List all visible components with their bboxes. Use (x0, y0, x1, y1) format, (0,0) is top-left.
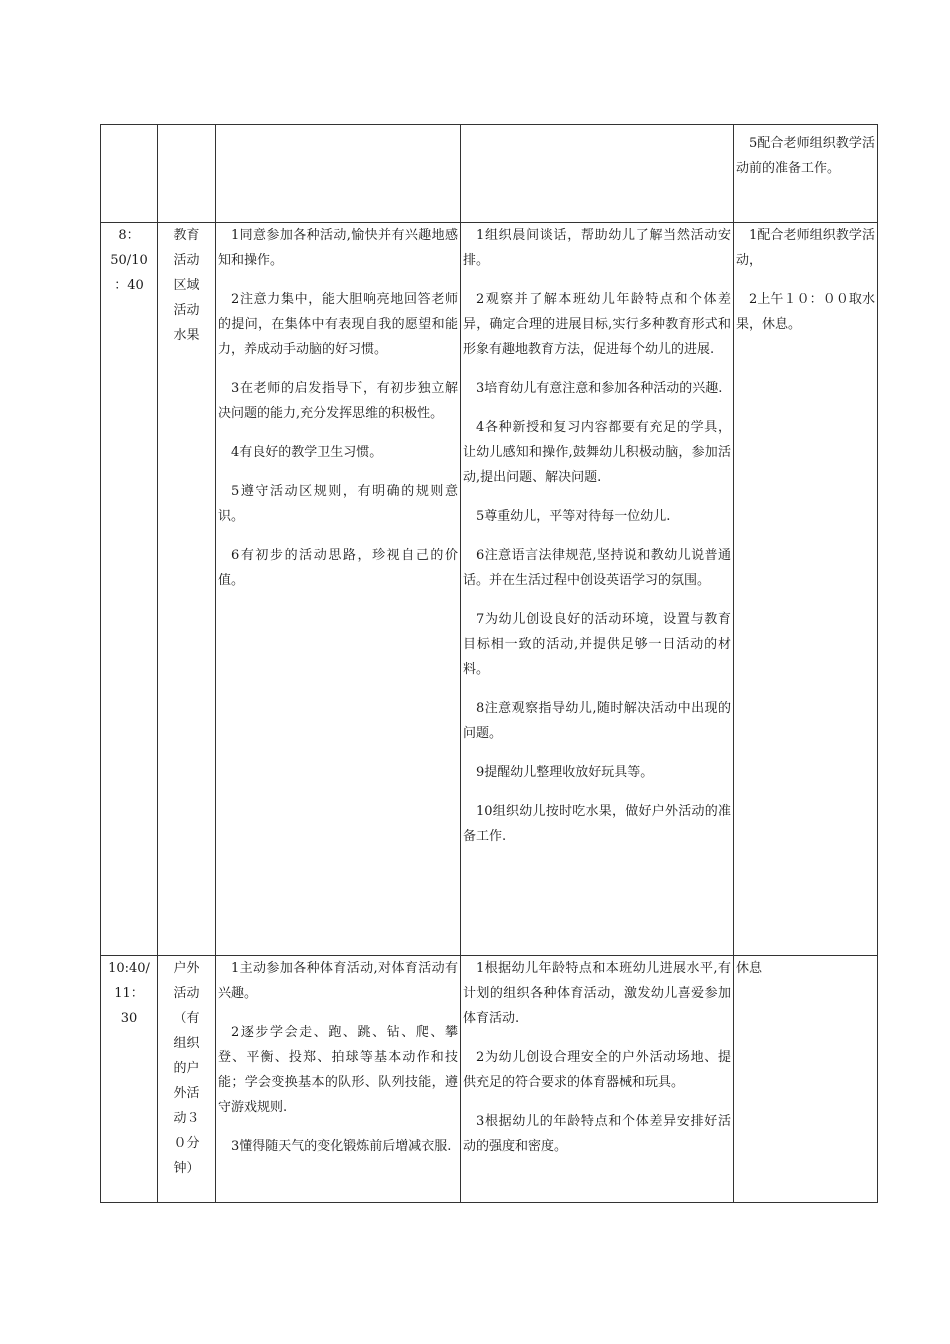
schedule-table (100, 124, 878, 1203)
teacher-task: 9提醒幼儿整理收放好玩具等。 (476, 765, 654, 780)
teacher-task: 1根据幼儿年龄特点和本班幼儿进展水平,有计划的组织各种体育活动，激发幼儿喜爱参加体育活动. (463, 961, 731, 1026)
child-goal: 1主动参加各种体育活动,对体育活动有兴趣。 (218, 961, 458, 1001)
table-row (101, 125, 878, 223)
activity-label: 活动 (173, 986, 200, 1001)
child-goal: 2逐步学会走、跑、跳、钻、爬、攀登、平衡、投郑、拍球等基本动作和技能；学会变换基本的队形、队列技能，遵守游戏规则. (218, 1025, 458, 1115)
activity-label: 钟） (173, 1161, 200, 1176)
activity-label: 活动 (173, 253, 200, 268)
child-goal: 1同意参加各种活动,愉快并有兴趣地感知和操作。 (218, 228, 458, 268)
teacher-task: 2为幼儿创设合理安全的户外活动场地、提供充足的符合要求的体育器械和玩具。 (463, 1050, 731, 1090)
teacher-task: 10组织幼儿按时吃水果，做好户外活动的准备工作. (463, 804, 731, 844)
teacher-task: 1组织晨间谈话，帮助幼儿了解当然活动安排。 (463, 228, 731, 268)
child-goal: 3懂得随天气的变化锻炼前后增减衣服. (231, 1139, 452, 1154)
activity-cell (158, 956, 216, 1203)
activity-label: （有 (173, 1011, 200, 1026)
activity-label: 区域 (173, 278, 200, 293)
activity-label: 户外 (173, 961, 200, 976)
child-goal: 5遵守活动区规则，有明确的规则意识。 (218, 484, 458, 524)
time-line: 8： (118, 228, 140, 243)
teacher-task: 6注意语言法律规范,坚持说和教幼儿说普通话。并在生活过程中创设英语学习的氛围。 (463, 548, 731, 588)
teacher-task: 4各种新授和复习内容都要有充足的学具，让幼儿感知和操作,鼓舞幼儿积极动脑，参加活动,提出问题、解决问题. (463, 420, 731, 485)
activity-label: 活动 (173, 303, 200, 318)
child-goals-cell (216, 125, 461, 223)
nurse-task: 2上午１０：００取水果，休息。 (736, 292, 875, 332)
activity-label: 组织 (173, 1036, 200, 1051)
child-goal: 3在老师的启发指导下，有初步独立解决问题的能力,充分发挥思维的积极性。 (218, 381, 458, 421)
activity-cell (158, 223, 216, 956)
time-cell (101, 125, 158, 223)
activity-label: 外活 (173, 1086, 200, 1101)
nurse-tasks-cell (734, 223, 878, 956)
teacher-tasks-cell (461, 956, 734, 1203)
teacher-tasks-cell (461, 223, 734, 956)
activity-label: 动３ (173, 1111, 200, 1126)
teacher-task: 3根据幼儿的年龄特点和个体差异安排好活动的强度和密度。 (463, 1114, 731, 1154)
activity-label: 水果 (173, 328, 200, 343)
child-goal: 6有初步的活动思路，珍视自己的价值。 (218, 548, 458, 588)
activity-label: ０分 (173, 1136, 200, 1151)
time-line: 50/10 (110, 253, 148, 268)
child-goal: 4有良好的教学卫生习惯。 (231, 445, 383, 460)
child-goals-cell (216, 223, 461, 956)
time-line: 10:40/ (108, 961, 150, 976)
teacher-task: 2观察并了解本班幼儿年龄特点和个体差异，确定合理的进展目标,实行多种教育形式和形象有趣地教育方法，促进每个幼儿的进展. (463, 292, 731, 357)
time-line: 11： (114, 986, 144, 1001)
time-cell (101, 956, 158, 1203)
time-line: ：40 (114, 278, 144, 293)
teacher-tasks-cell (461, 125, 734, 223)
teacher-task: 8注意观察指导幼儿,随时解决活动中出现的问题。 (463, 701, 731, 741)
teacher-task: 5尊重幼儿，平等对待每一位幼儿. (476, 509, 671, 524)
activity-label: 教育 (173, 228, 200, 243)
nurse-task: 休息 (736, 961, 763, 976)
time-line: 30 (120, 1011, 138, 1026)
child-goal: 2注意力集中，能大胆响亮地回答老师的提问，在集体中有表现自我的愿望和能力，养成动手动脑的好习惯。 (218, 292, 458, 357)
nurse-task: 1配合老师组织教学活动， (736, 228, 875, 268)
teacher-task: 7为幼儿创设良好的活动环境，设置与教育目标相一致的活动,并提供足够一日活动的材料。 (463, 612, 731, 677)
nurse-task: 5配合老师组织教学活动前的准备工作。 (736, 136, 875, 176)
nurse-tasks-cell (734, 125, 878, 223)
nurse-tasks-cell (734, 956, 878, 1203)
activity-cell (158, 125, 216, 223)
child-goals-cell (216, 956, 461, 1203)
time-cell (101, 223, 158, 956)
table-row (101, 956, 878, 1203)
teacher-task: 3培育幼儿有意注意和参加各种活动的兴趣. (476, 381, 723, 396)
table-row (101, 223, 878, 956)
activity-label: 的户 (173, 1061, 200, 1076)
